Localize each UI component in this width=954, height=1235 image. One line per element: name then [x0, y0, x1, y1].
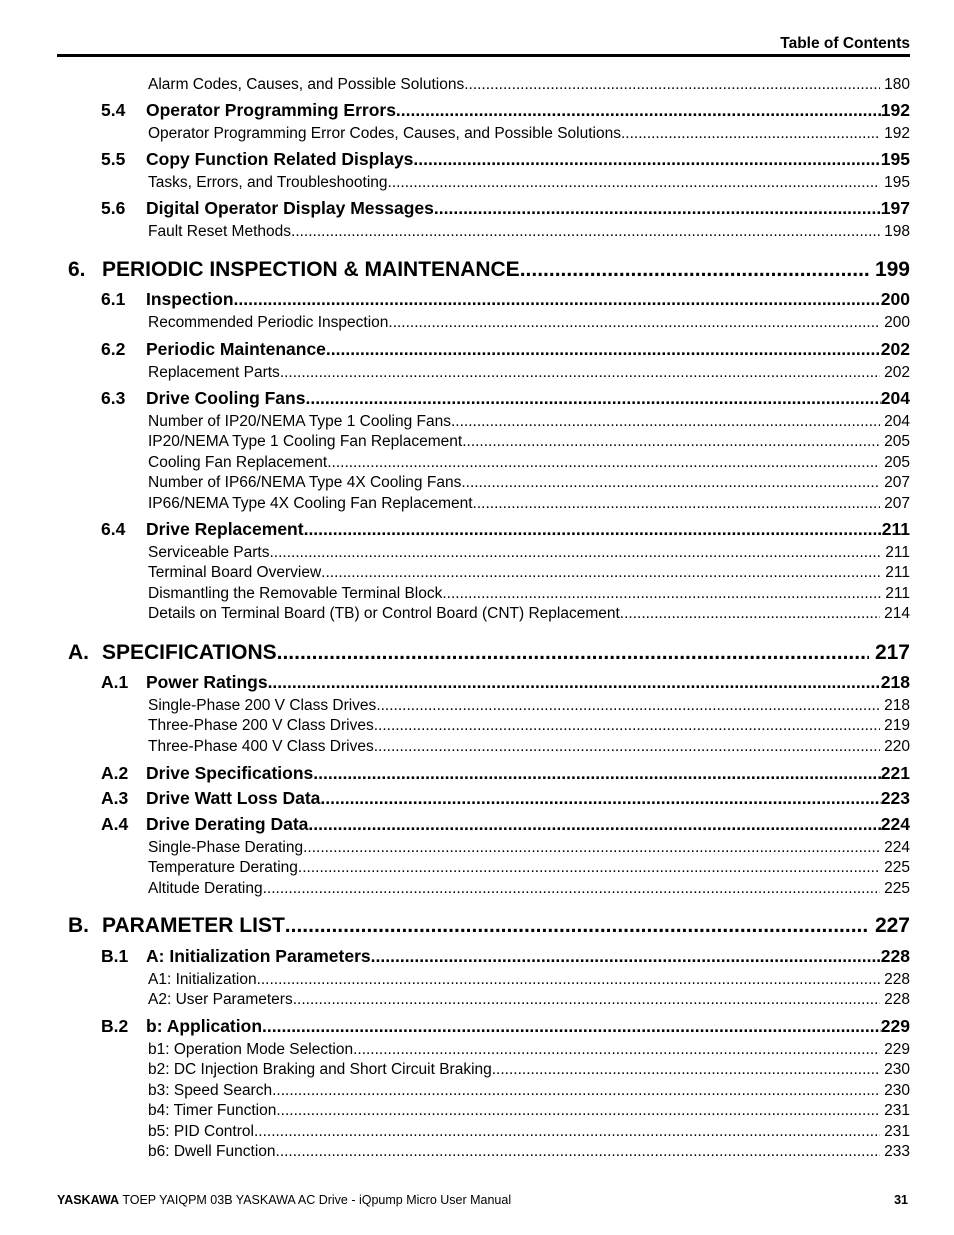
toc-entry-title: A: Initialization Parameters — [146, 946, 371, 966]
toc-dot-leader — [280, 364, 880, 382]
toc-entry-title: Drive Specifications — [146, 763, 314, 783]
toc-dot-leader — [520, 258, 869, 282]
toc-subsection-entry[interactable] — [148, 717, 910, 735]
toc-dot-leader — [371, 946, 881, 967]
toc-dot-leader — [388, 314, 880, 332]
toc-section-entry[interactable] — [146, 388, 910, 409]
toc-dot-leader — [305, 388, 880, 409]
toc-entry-title: Drive Cooling Fans — [146, 388, 306, 408]
running-header-title: Table of Contents — [780, 35, 910, 52]
toc-entry-title: Alarm Codes, Causes, and Possible Solutions — [148, 76, 465, 93]
toc-entry-title: Dismantling the Removable Terminal Block — [148, 585, 443, 602]
toc-entry-title: Details on Terminal Board (TB) or Control Board (CNT) Replacement — [148, 605, 620, 622]
toc-entry-page: 192 — [884, 125, 910, 142]
toc-subsection-entry[interactable] — [148, 1082, 910, 1100]
toc-dot-leader — [374, 738, 880, 756]
toc-entry-title: Recommended Periodic Inspection — [148, 314, 389, 331]
toc-entry-page: 200 — [884, 314, 910, 331]
toc-section-entry[interactable] — [146, 1016, 910, 1037]
footer-page-number: 31 — [894, 1193, 908, 1207]
toc-dot-leader — [234, 289, 881, 310]
toc-entry-page: 199 — [874, 258, 910, 281]
toc-subsection-entry[interactable] — [148, 839, 910, 857]
toc-entry-page: 228 — [880, 946, 910, 966]
toc-entry-title: PERIODIC INSPECTION & MAINTENANCE — [102, 258, 520, 281]
toc-subsection-entry[interactable] — [148, 880, 910, 898]
toc-entry-title: IP20/NEMA Type 1 Cooling Fan Replacement — [148, 433, 463, 450]
toc-entry-page: 204 — [884, 413, 910, 430]
toc-subsection-entry[interactable] — [148, 991, 910, 1009]
toc-entry-page: 192 — [880, 100, 910, 120]
toc-entry-title: Terminal Board Overview — [148, 564, 322, 581]
toc-entry-page: 197 — [880, 198, 910, 218]
toc-subsection-entry[interactable] — [148, 1102, 910, 1120]
toc-subsection-entry[interactable] — [148, 585, 910, 603]
toc-subsection-entry[interactable] — [148, 433, 910, 451]
toc-chapter-entry[interactable] — [102, 641, 910, 665]
toc-section-entry[interactable] — [146, 149, 910, 170]
toc-entry-page: 195 — [884, 174, 910, 191]
toc-dot-leader — [464, 76, 880, 94]
toc-entry-page: 211 — [885, 585, 910, 602]
toc-entry-page: 229 — [880, 1016, 910, 1036]
toc-entry-number: 6.2 — [101, 339, 126, 359]
footer-doc-name: TOEP YAIQPM 03B YASKAWA AC Drive - iQpump Micro User Manual — [122, 1193, 512, 1207]
toc-dot-leader — [313, 763, 881, 784]
toc-entry-number: 5.4 — [101, 100, 126, 120]
toc-entry-title: b3: Speed Search — [148, 1082, 273, 1099]
toc-entry-page: 224 — [880, 814, 910, 834]
toc-entry-title: A1: Initialization — [148, 971, 257, 988]
toc-entry-title: Drive Watt Loss Data — [146, 788, 321, 808]
toc-section-entry[interactable] — [146, 100, 910, 121]
toc-subsection-entry[interactable] — [148, 454, 910, 472]
toc-entry-page: 228 — [884, 991, 910, 1008]
toc-section-entry[interactable] — [146, 946, 910, 967]
toc-dot-leader — [268, 672, 881, 693]
toc-dot-leader — [276, 1102, 880, 1120]
toc-entry-page: 205 — [884, 454, 910, 471]
toc-subsection-entry[interactable] — [148, 738, 910, 756]
toc-dot-leader — [303, 839, 880, 857]
toc-subsection-entry[interactable] — [148, 174, 910, 192]
toc-entry-title: A2: User Parameters — [148, 991, 293, 1008]
toc-entry-number: 6.1 — [101, 289, 126, 309]
toc-entry-title: Operator Programming Error Codes, Causes, and Possible Solutions — [148, 125, 621, 142]
toc-entry-title: Tasks, Errors, and Troubleshooting — [148, 174, 388, 191]
toc-entry-title: Serviceable Parts — [148, 544, 270, 561]
toc-entry-page: 207 — [884, 474, 910, 491]
toc-subsection-entry[interactable] — [148, 223, 910, 241]
toc-subsection-entry[interactable] — [148, 1061, 910, 1079]
toc-chapter-entry[interactable] — [102, 258, 910, 282]
toc-entry-title: b1: Operation Mode Selection — [148, 1041, 354, 1058]
toc-dot-leader — [320, 788, 880, 809]
toc-dot-leader — [492, 1061, 880, 1079]
toc-entry-title: Single-Phase Derating — [148, 839, 304, 856]
toc-dot-leader — [304, 519, 882, 540]
toc-entry-page: 204 — [880, 388, 910, 408]
toc-entry-number: A. — [68, 641, 89, 664]
toc-dot-leader — [413, 149, 880, 170]
toc-dot-leader — [326, 339, 881, 360]
toc-dot-leader — [298, 859, 880, 877]
toc-entry-page: 218 — [884, 697, 910, 714]
toc-subsection-entry[interactable] — [148, 125, 910, 143]
toc-entry-title: Single-Phase 200 V Class Drives — [148, 697, 377, 714]
toc-entry-page: 200 — [880, 289, 910, 309]
toc-subsection-entry[interactable] — [148, 697, 910, 715]
toc-section-entry[interactable] — [146, 672, 910, 693]
toc-entry-title: Cooling Fan Replacement — [148, 454, 328, 471]
toc-entry-page: 198 — [884, 223, 910, 240]
toc-dot-leader — [353, 1041, 880, 1059]
toc-entry-number: B.1 — [101, 946, 129, 966]
toc-subsection-entry[interactable] — [148, 364, 910, 382]
toc-entry-page: 225 — [884, 880, 910, 897]
toc-dot-leader — [269, 544, 881, 562]
toc-entry-number: B.2 — [101, 1016, 129, 1036]
toc-entry-title: b6: Dwell Function — [148, 1143, 276, 1160]
toc-entry-title: Replacement Parts — [148, 364, 280, 381]
toc-section-entry[interactable] — [146, 519, 910, 540]
toc-entry-page: 214 — [884, 605, 910, 622]
toc-dot-leader — [442, 585, 881, 603]
toc-dot-leader — [621, 125, 880, 143]
footer-brand: YASKAWA — [57, 1193, 120, 1207]
toc-dot-leader — [473, 495, 881, 513]
toc-entry-number: A.3 — [101, 788, 129, 808]
toc-entry-page: 225 — [884, 859, 910, 876]
toc-subsection-entry[interactable] — [148, 413, 910, 431]
toc-entry-title: Digital Operator Display Messages — [146, 198, 434, 218]
toc-entry-number: 6. — [68, 258, 86, 281]
toc-dot-leader — [388, 174, 881, 192]
toc-entry-title: PARAMETER LIST — [102, 914, 285, 937]
toc-dot-leader — [396, 100, 881, 121]
toc-subsection-entry[interactable] — [148, 474, 910, 492]
toc-entry-number: A.1 — [101, 672, 129, 692]
toc-entry-page: 220 — [884, 738, 910, 755]
toc-entry-number: 6.4 — [101, 519, 126, 539]
toc-entry-page: 219 — [884, 717, 910, 734]
toc-section-entry[interactable] — [146, 763, 910, 784]
toc-entry-page: 221 — [880, 763, 910, 783]
toc-subsection-entry[interactable] — [148, 1041, 910, 1059]
toc-entry-page: 231 — [884, 1123, 910, 1140]
toc-entry-title: Fault Reset Methods — [148, 223, 292, 240]
toc-dot-leader — [327, 454, 880, 472]
toc-dot-leader — [277, 641, 869, 665]
toc-entry-title: Altitude Derating — [148, 880, 263, 897]
toc-entry-page: 218 — [880, 672, 910, 692]
toc-subsection-entry[interactable] — [148, 314, 910, 332]
toc-entry-title: Temperature Derating — [148, 859, 298, 876]
toc-entry-page: 227 — [874, 914, 910, 937]
toc-entry-page: 229 — [884, 1041, 910, 1058]
toc-entry-page: 228 — [884, 971, 910, 988]
toc-entry-number: B. — [68, 914, 89, 937]
toc-entry-title: Operator Programming Errors — [146, 100, 396, 120]
toc-entry-page: 224 — [884, 839, 910, 856]
toc-entry-title: Inspection — [146, 289, 234, 309]
toc-entry-page: 202 — [884, 364, 910, 381]
toc-entry-title: IP66/NEMA Type 4X Cooling Fan Replacement — [148, 495, 473, 512]
toc-dot-leader — [451, 413, 880, 431]
toc-entry-page: 233 — [884, 1143, 910, 1160]
toc-section-entry[interactable] — [146, 788, 910, 809]
toc-entry-page: 231 — [884, 1102, 910, 1119]
toc-entry-title: b2: DC Injection Braking and Short Circuit Braking — [148, 1061, 492, 1078]
toc-chapter-entry[interactable] — [102, 914, 910, 938]
toc-entry-page: 211 — [885, 544, 910, 561]
toc-subsection-entry[interactable] — [148, 1143, 910, 1161]
toc-entry-title: b: Application — [146, 1016, 263, 1036]
toc-dot-leader — [262, 1016, 881, 1037]
toc-dot-leader — [254, 1123, 880, 1141]
toc-dot-leader — [308, 814, 880, 835]
toc-dot-leader — [374, 717, 880, 735]
toc-entry-page: 195 — [880, 149, 910, 169]
toc-entry-title: b4: Timer Function — [148, 1102, 277, 1119]
toc-entry-page: 217 — [874, 641, 910, 664]
toc-entry-page: 180 — [884, 76, 910, 93]
toc-subsection-entry[interactable] — [148, 495, 910, 513]
toc-entry-page: 202 — [880, 339, 910, 359]
header-rule — [57, 54, 910, 57]
toc-entry-title: b5: PID Control — [148, 1123, 254, 1140]
toc-entry-page: 207 — [884, 495, 910, 512]
toc-dot-leader — [620, 605, 880, 623]
toc-dot-leader — [272, 1082, 880, 1100]
toc-subsection-entry[interactable] — [148, 605, 910, 623]
toc-dot-leader — [276, 1143, 881, 1161]
toc-entry-title: Copy Function Related Displays — [146, 149, 414, 169]
toc-dot-leader — [462, 433, 880, 451]
toc-subsection-entry[interactable] — [148, 859, 910, 877]
footer-document-title — [57, 1193, 511, 1207]
toc-section-entry[interactable] — [146, 198, 910, 219]
toc-subsection-entry[interactable] — [148, 564, 910, 582]
toc-dot-leader — [291, 223, 880, 241]
toc-dot-leader — [321, 564, 881, 582]
toc-entry-number: 6.3 — [101, 388, 126, 408]
toc-entry-number: 5.6 — [101, 198, 126, 218]
toc-entry-page: 230 — [884, 1061, 910, 1078]
toc-dot-leader — [263, 880, 881, 898]
toc-entry-title: Three-Phase 200 V Class Drives — [148, 717, 374, 734]
toc-entry-title: Power Ratings — [146, 672, 268, 692]
toc-section-entry[interactable] — [146, 289, 910, 310]
toc-entry-title: SPECIFICATIONS — [102, 641, 277, 664]
toc-subsection-entry[interactable] — [148, 544, 910, 562]
toc-entry-page: 230 — [884, 1082, 910, 1099]
toc-entry-number: A.2 — [101, 763, 129, 783]
toc-entry-page: 205 — [884, 433, 910, 450]
toc-entry-page: 211 — [885, 564, 910, 581]
toc-section-entry[interactable] — [146, 814, 910, 835]
toc-entry-title: Three-Phase 400 V Class Drives — [148, 738, 374, 755]
toc-entry-number: 5.5 — [101, 149, 126, 169]
toc-dot-leader — [257, 971, 881, 989]
toc-section-entry[interactable] — [146, 339, 910, 360]
toc-entry-title: Number of IP20/NEMA Type 1 Cooling Fans — [148, 413, 451, 430]
toc-subsection-entry[interactable] — [148, 76, 910, 94]
toc-entry-title: Number of IP66/NEMA Type 4X Cooling Fans — [148, 474, 462, 491]
toc-entry-title: Periodic Maintenance — [146, 339, 326, 359]
toc-entry-title: Drive Derating Data — [146, 814, 309, 834]
toc-subsection-entry[interactable] — [148, 971, 910, 989]
toc-dot-leader — [376, 697, 880, 715]
toc-dot-leader — [285, 914, 869, 938]
toc-entry-page: 223 — [880, 788, 910, 808]
toc-entry-title: Drive Replacement — [146, 519, 304, 539]
toc-entry-number: A.4 — [101, 814, 129, 834]
toc-entry-page: 211 — [881, 519, 910, 539]
toc-dot-leader — [434, 198, 881, 219]
toc-dot-leader — [461, 474, 880, 492]
toc-subsection-entry[interactable] — [148, 1123, 910, 1141]
toc-dot-leader — [293, 991, 880, 1009]
